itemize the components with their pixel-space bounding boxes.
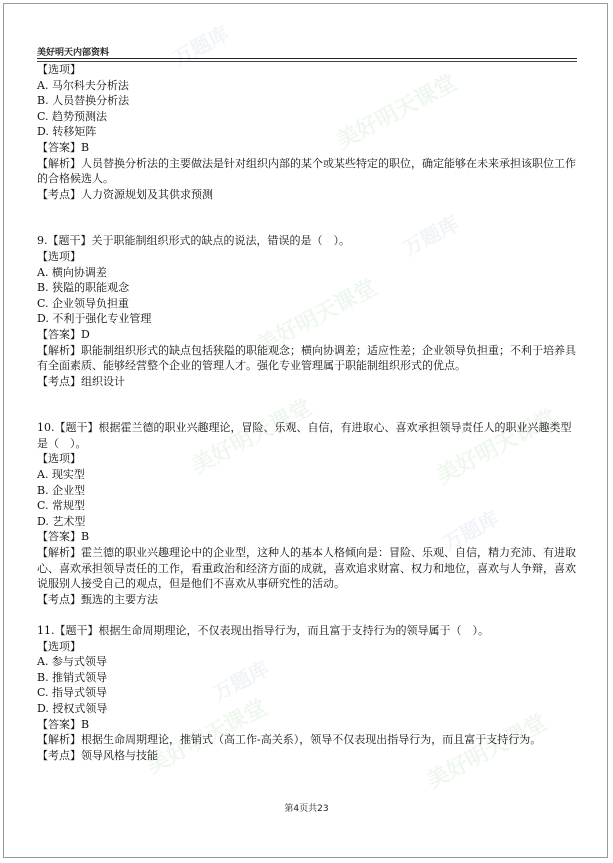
answer: 【答案】D: [37, 327, 90, 341]
options-label: 【选项】: [37, 639, 81, 653]
question-stem: 11.【题干】根据生命周期理论，不仅表现出指导行为，而且富于支持行为的领导属于（ ）。: [37, 624, 489, 637]
watermark-6: 美好明天课堂: [432, 405, 562, 490]
exam-point: 【考点】组织设计: [37, 374, 125, 388]
option-a: A. 现实型: [37, 468, 85, 482]
watermark-4: 万题库: [398, 211, 463, 261]
option-d: D. 不利于强化专业管理: [37, 312, 152, 326]
exam-point: 【考点】甄选的主要方法: [37, 592, 158, 606]
option-c: C. 指导式领导: [37, 686, 108, 700]
option-b: B. 企业型: [37, 483, 86, 497]
watermark-5: 美好明天课堂: [187, 395, 317, 480]
exam-point: 【考点】领导风格与技能: [37, 748, 158, 762]
analysis: 【解析】人员替换分析法的主要做法是针对组织内部的某个或某些特定的职位，确定能够在未来承担该职位工作的合格候选人。: [37, 156, 576, 186]
watermark-9: 美好明天课堂: [142, 695, 272, 780]
option-d: D. 授权式领导: [37, 701, 108, 715]
watermark-7: 万题库: [438, 506, 503, 556]
watermark-3: 美好明天课堂: [332, 70, 462, 155]
header-rule: [37, 58, 577, 59]
answer: 【答案】B: [37, 530, 90, 544]
option-b: B. 推销式领导: [37, 670, 108, 684]
option-a: A. 参与式领导: [37, 655, 107, 669]
watermark-2: 万题库: [168, 21, 233, 71]
answer: 【答案】B: [37, 717, 90, 731]
options-label: 【选项】: [37, 249, 81, 263]
analysis: 【解析】霍兰德的职业兴趣理论中的企业型，这种人的基本人格倾向是：冒险、乐观、自信，精力充沛、有进取心、喜欢承担领导责任的工作，看重政治和经济方面的成就，喜欢追求财富、权力和地位，喜欢与人争辩，喜欢说服别人接受自己的观点，但是他们不喜欢从事研究性的活动。: [37, 546, 576, 591]
option-c: C. 趋势预测法: [37, 109, 108, 123]
watermark-1: 美好明天课堂: [252, 275, 382, 360]
options-label: 【选项】: [37, 63, 81, 76]
option-d: D. 艺术型: [37, 514, 86, 528]
option-a: A. 马尔科夫分析法: [37, 78, 129, 92]
option-c: C. 常规型: [37, 499, 86, 513]
option-b: B. 人员替换分析法: [37, 94, 130, 108]
option-a: A. 横向协调差: [37, 265, 107, 279]
answer: 【答案】B: [37, 140, 90, 154]
question-stem: 10.【题干】根据霍兰德的职业兴趣理论，冒险、乐观、自信，有进取心、喜欢承担领导责任人的职业兴趣类型是（ ）。: [37, 421, 572, 450]
option-b: B. 狭隘的职能观念: [37, 281, 130, 295]
exam-point: 【考点】人力资源规划及其供求预测: [37, 187, 213, 201]
option-c: C. 企业领导负担重: [37, 296, 130, 310]
document-body: [37, 62, 577, 763]
option-d: D. 转移矩阵: [37, 125, 97, 139]
question-stem: 9.【题干】关于职能制组织形式的缺点的说法，错误的是（ ）。: [37, 234, 350, 248]
watermark-8: 万题库: [208, 656, 273, 706]
watermark-10: 美好明天课堂: [422, 710, 552, 795]
analysis: 【解析】职能制组织形式的缺点包括狭隘的职能观念；横向协调差；适应性差；企业领导负担重；不利于培养具有全面素质、能够经营整个企业的管理人才。强化专业管理属于职能制组织形式的优点。: [37, 343, 576, 373]
options-label: 【选项】: [37, 452, 81, 466]
page-number: 第4页共23: [284, 804, 329, 814]
page-header: 美好明天内部资料: [37, 48, 110, 58]
analysis: 【解析】根据生命周期理论，推销式（高工作-高关系），领导不仅表现出指导行为，而且富于支持行为。: [37, 733, 542, 747]
